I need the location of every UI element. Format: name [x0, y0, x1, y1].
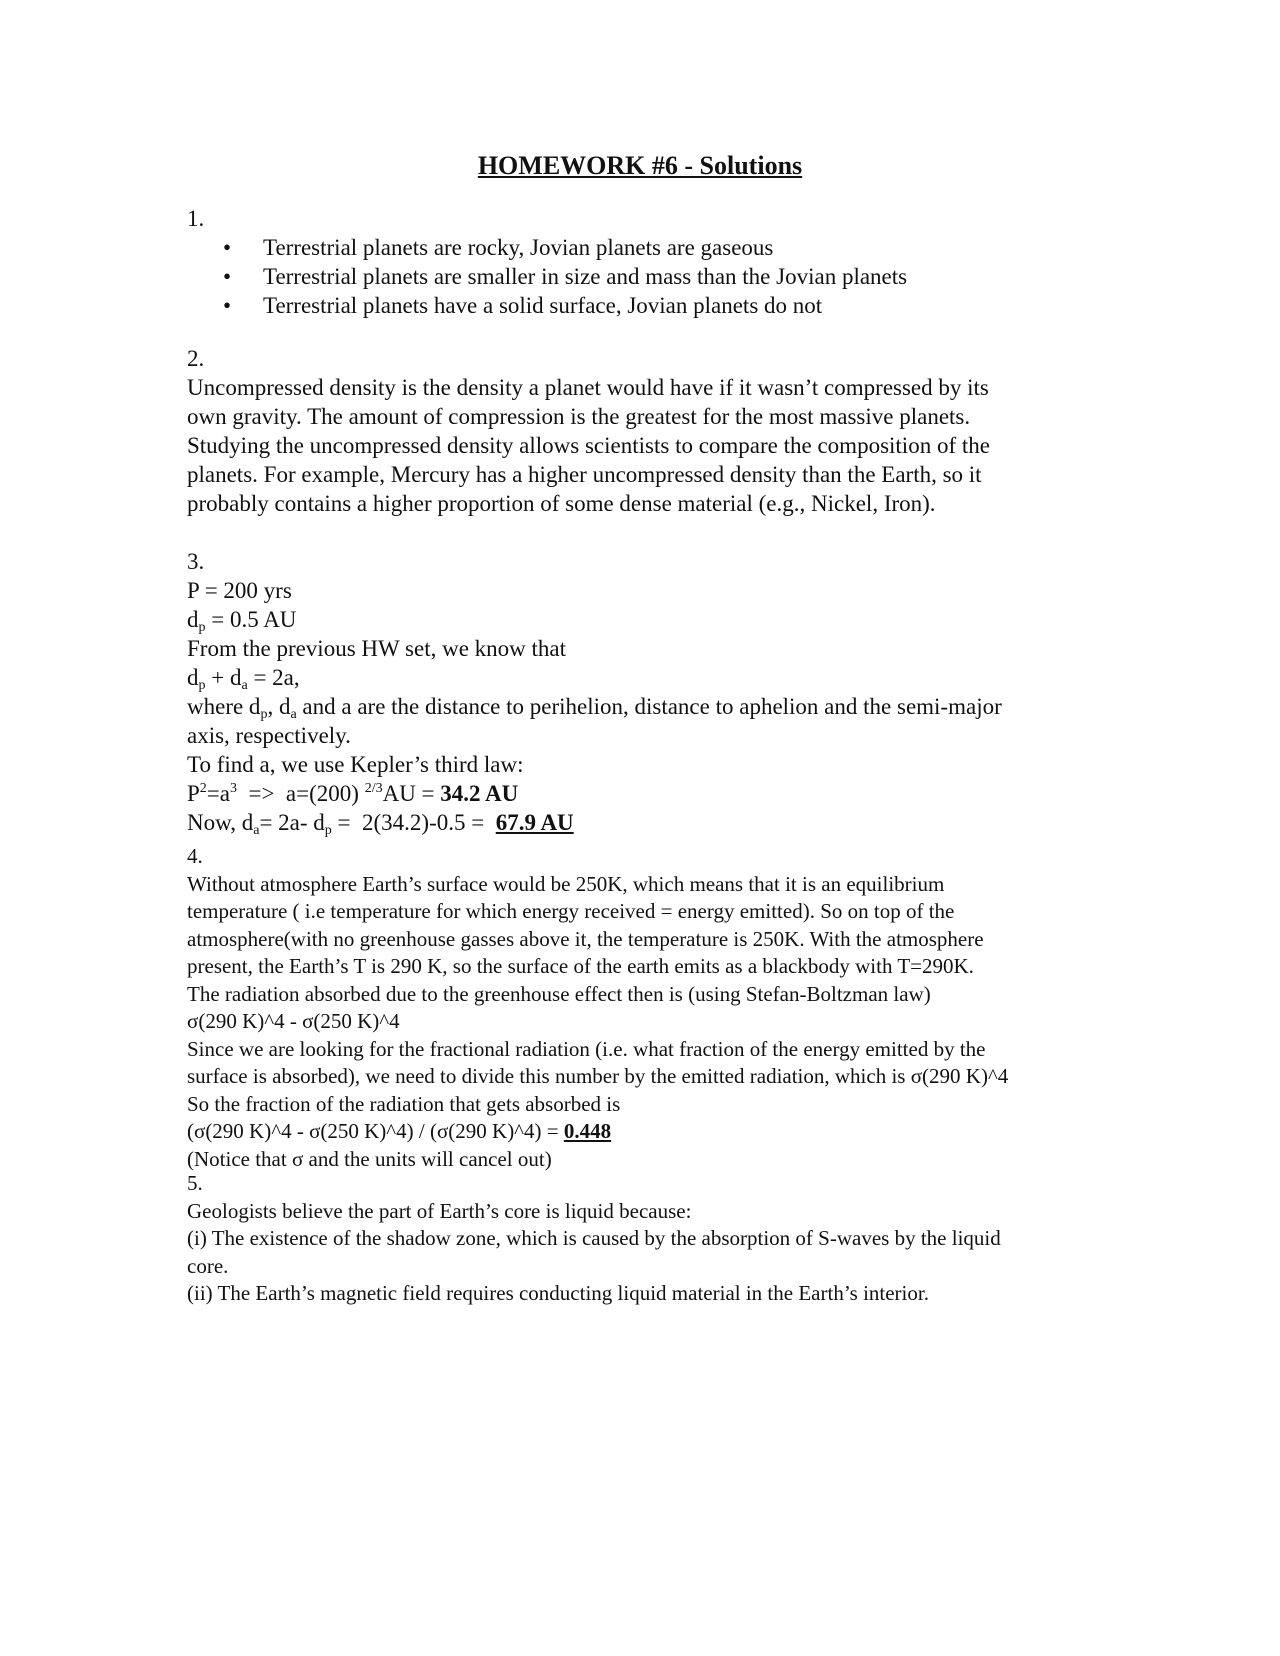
paragraph-line: Geologists believe the part of Earth’s core is liquid because: [187, 1198, 692, 1223]
paragraph-line: core. [187, 1253, 229, 1278]
question-4 [187, 843, 1087, 1173]
paragraph-line: present, the Earth’s T is 290 K, so the surface of the earth emits as a blackbody with T=290K. [187, 954, 974, 978]
paragraph-line: planets. For example, Mercury has a higher uncompressed density than the Earth, so it [187, 462, 982, 487]
question-3 [187, 547, 1087, 837]
paragraph-line: The radiation absorbed due to the greenhouse effect then is (using Stefan-Boltzman law) [187, 981, 931, 1006]
paragraph-line: Since we are looking for the fractional radiation (i.e. what fraction of the energy emitted by the [187, 1036, 986, 1061]
bullet-item: • Terrestrial planets are smaller in size and mass than the Jovian planets [187, 262, 1087, 291]
question-number: 3. [187, 549, 205, 574]
paragraph-line: own gravity. The amount of compression is the greatest for the most massive planets. [187, 404, 971, 429]
paragraph-line: To find a, we use Kepler’s third law: [187, 752, 524, 777]
perihelion-line: $d_p = 0.5$ AU [187, 607, 297, 635]
equation-line: $d_p + d_a = 2a$, [187, 665, 300, 693]
paragraph-line: Without atmosphere Earth’s surface would be 250K, which means that it is an equilibrium [187, 871, 945, 896]
fraction-formula-line: (σ(290 K)^4 - σ(250 K)^4) / (σ(290 K)^4) = 0.448 [187, 1119, 612, 1143]
question-1 [187, 204, 1087, 320]
question-number: 2. [187, 346, 205, 371]
bullet-item: • Terrestrial planets are rocky, Jovian planets are gaseous [187, 233, 1087, 262]
question-number: 1. [187, 206, 205, 231]
paragraph-line: axis, respectively. [187, 723, 351, 748]
aphelion-equation-line: Now, $d_a= 2a-$ $d_p = 2(34.2)-0.5 = 67.9$ AU [187, 810, 574, 838]
page-title: HOMEWORK #6 - Solutions [477, 151, 803, 180]
paragraph-line: So the fraction of the radiation that gets absorbed is [187, 1091, 621, 1116]
answer-bullet-list [187, 233, 1087, 320]
paragraph-line: surface is absorbed), we need to divide this number by the emitted radiation, which is σ(290 K)^4 [187, 1064, 1009, 1088]
kepler-equation-line: $P^2=a^3 => a=(200) ^{2/3}AU = 34.2$ AU [187, 781, 519, 806]
bullet-item: • Terrestrial planets have a solid surface, Jovian planets do not [187, 291, 1087, 320]
aphelion-result: 67.9 AU [495, 810, 574, 835]
paragraph-line: (i) The existence of the shadow zone, which is caused by the absorption of S-waves by the liquid [187, 1226, 1001, 1250]
paragraph-line: From the previous HW set, we know that [187, 636, 567, 661]
question-number: 4. [187, 844, 203, 868]
paragraph-line: atmosphere(with no greenhouse gasses above it, the temperature is 250K. With the atmosphere [187, 926, 984, 951]
paragraph-line: Uncompressed density is the density a planet would have if it wasn’t compressed by its [187, 375, 989, 400]
paragraph-line: probably contains a higher proportion of some dense material (e.g., Nickel, Iron). [187, 491, 936, 516]
question-5 [187, 1170, 1087, 1308]
paragraph-line: where $d_p$, $d_a$ and a are the distance to perihelion, distance to aphelion and the semi-major [187, 694, 1002, 722]
fraction-result: 0.448 [563, 1119, 612, 1143]
question-2 [187, 344, 1087, 518]
paragraph-line: Studying the uncompressed density allows scientists to compare the composition of the [187, 433, 990, 458]
semi-major-axis-result: 34.2 AU [440, 781, 519, 806]
paragraph-line: temperature ( i.e temperature for which energy received = energy emitted). So on top of the [187, 899, 955, 923]
period-line: P = 200 yrs [187, 578, 292, 603]
paragraph-line: (ii) The Earth’s magnetic field requires conducting liquid material in the Earth’s interior. [187, 1281, 929, 1305]
question-number: 5. [187, 1171, 203, 1195]
formula-line: σ(290 K)^4 - σ(250 K)^4 [187, 1009, 400, 1033]
paragraph-line: (Notice that σ and the units will cancel out) [187, 1146, 552, 1171]
